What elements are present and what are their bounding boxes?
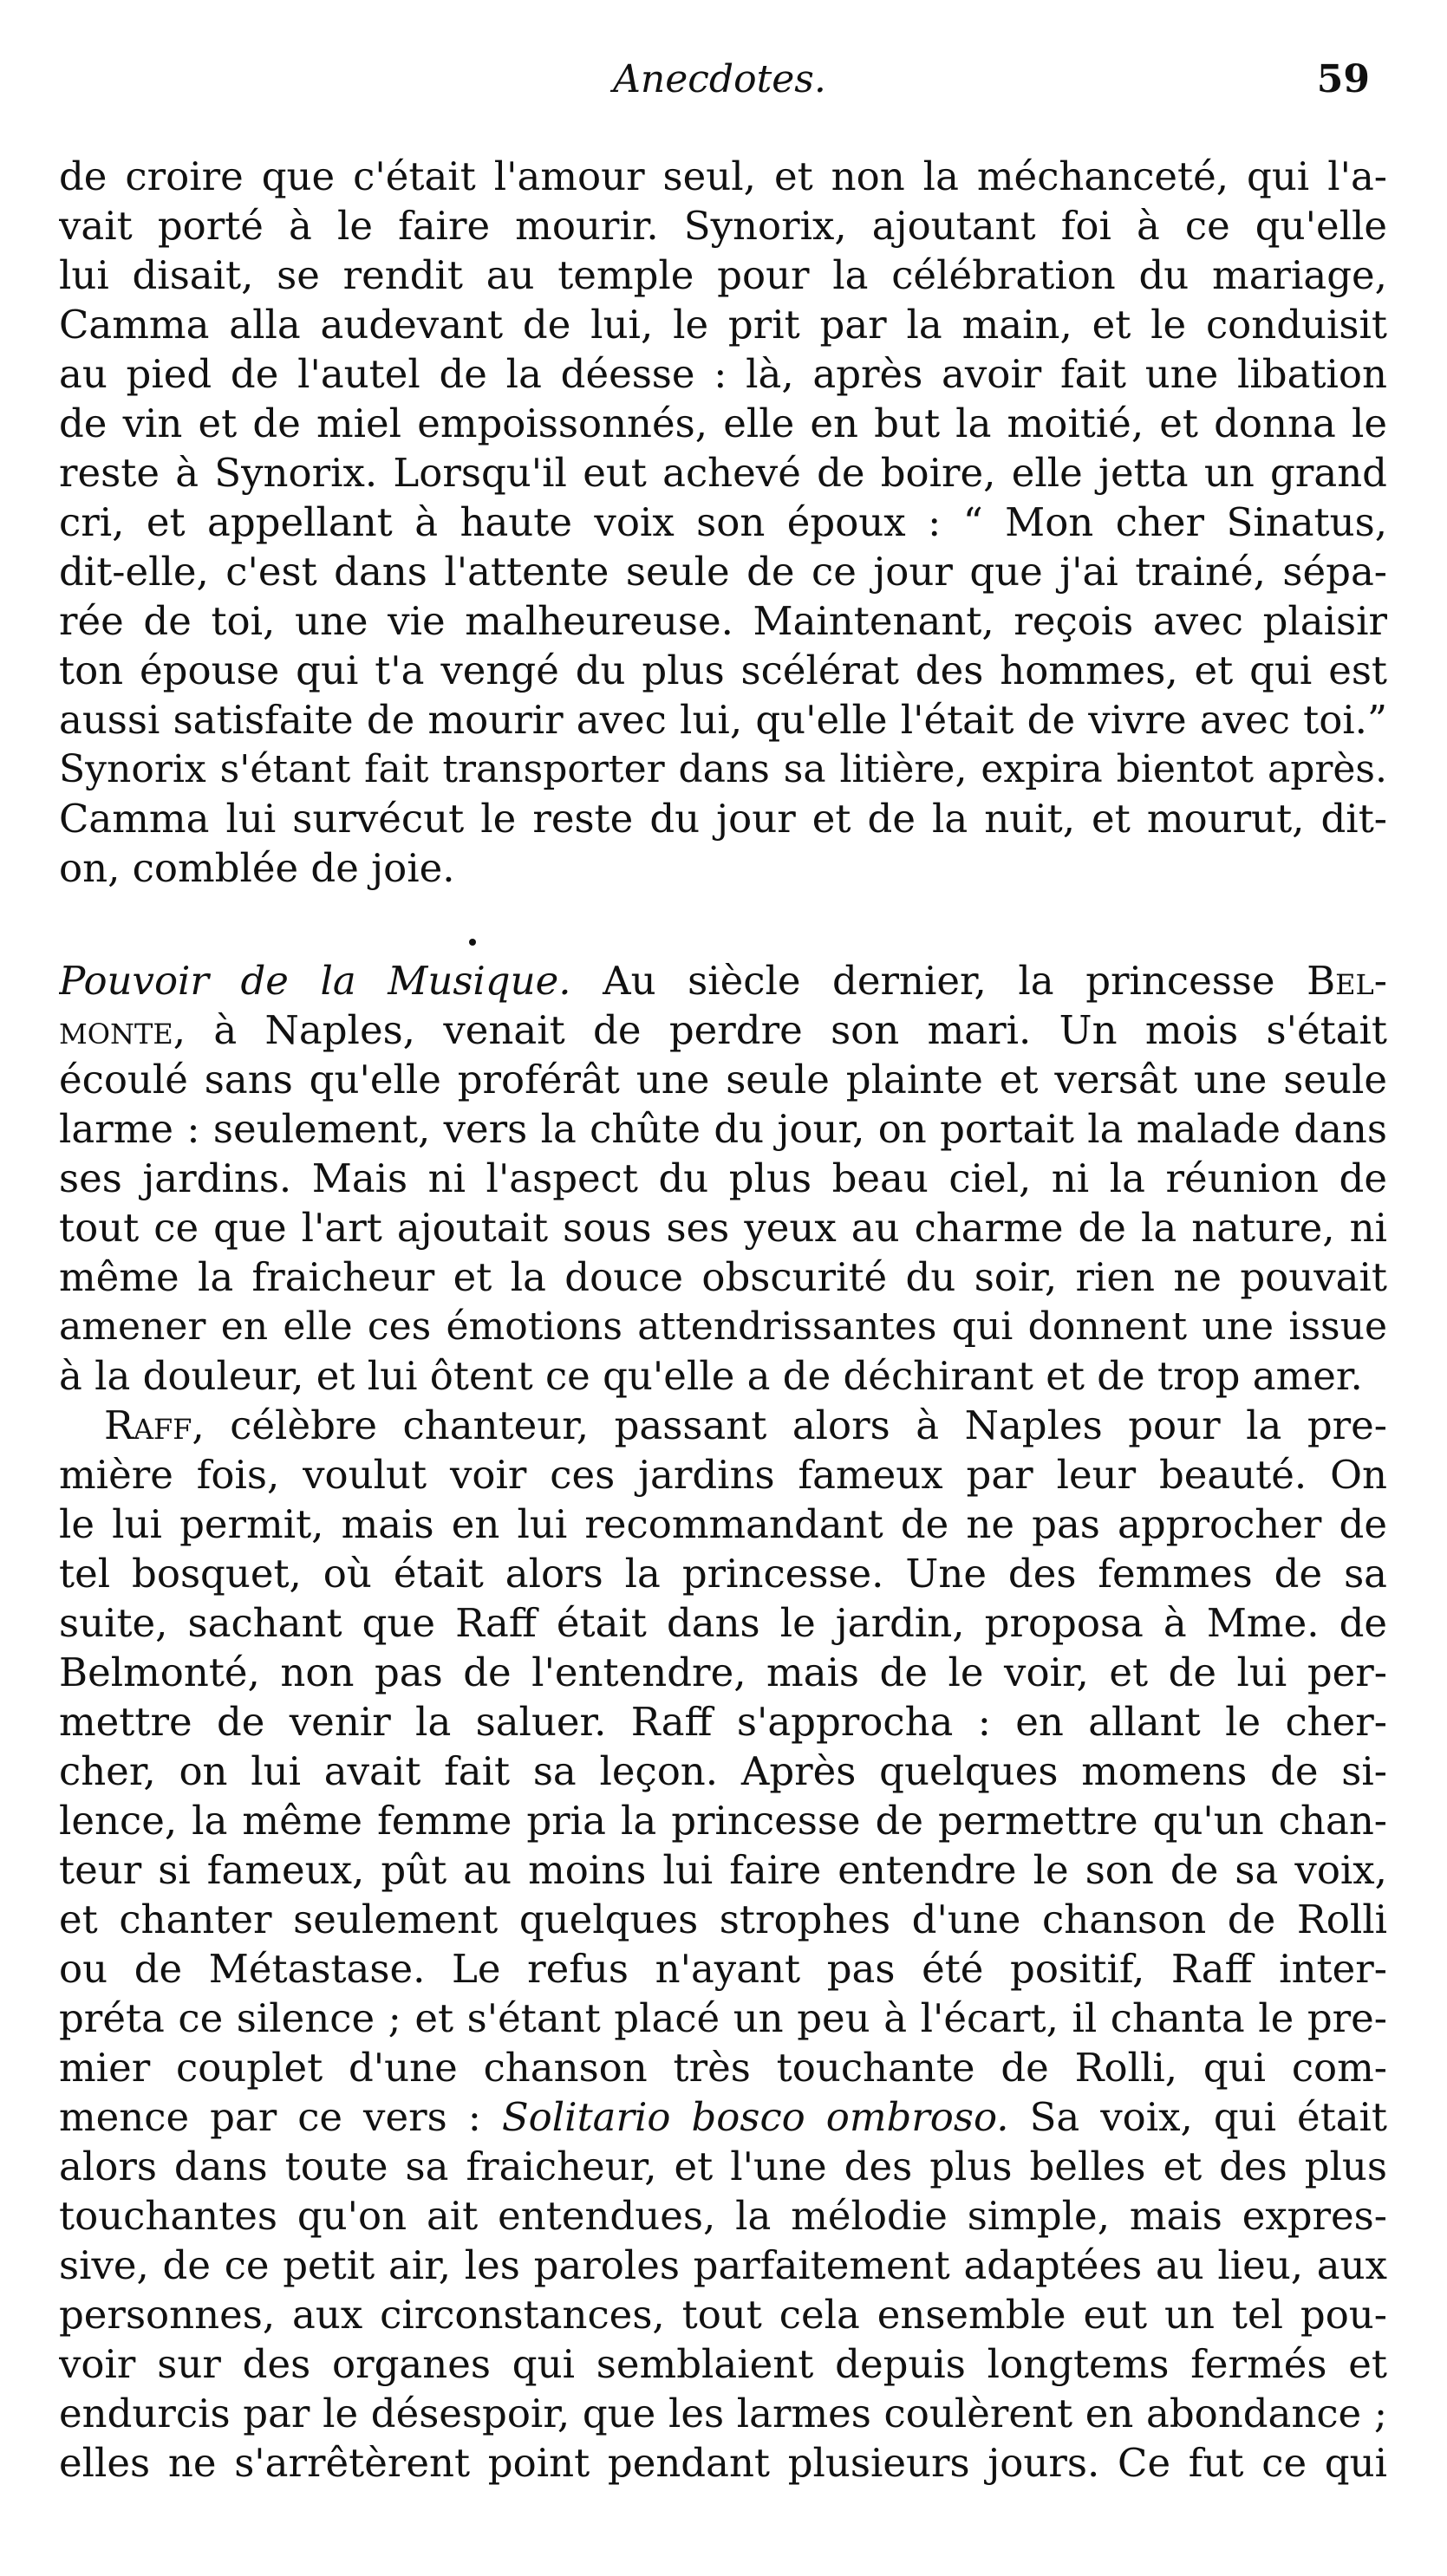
name-belmonte-part2: monte bbox=[59, 1007, 173, 1053]
anecdote-title: Pouvoir de la Musique. bbox=[59, 958, 571, 1004]
text-line: de croire que c'était l'amour seul, et non la méchanceté, qui l'a- bbox=[59, 153, 1387, 199]
section-separator-dot bbox=[469, 939, 476, 946]
anecdote-heading-line bbox=[59, 956, 1387, 1005]
musique-anecdote bbox=[59, 956, 1387, 2488]
text-line: mettre de venir la saluer. Raff s'approcha : en allant le cher- bbox=[59, 1699, 1387, 1745]
text-line: aussi satisfaite de mourir avec lui, qu'elle l'était de vivre avec toi.” bbox=[59, 697, 1387, 743]
text-line bbox=[59, 1005, 1387, 1055]
text-line: voir sur des organes qui semblaient depuis longtems fermés et bbox=[59, 2341, 1387, 2387]
name-raff: Raff bbox=[104, 1402, 192, 1448]
text-line: larme : seulement, vers la chûte du jour, on portait la malade dans bbox=[59, 1106, 1387, 1152]
text-line-rest: , à Naples, venait de perdre son mari. Un mois s'était bbox=[173, 1007, 1387, 1053]
text-line: ton épouse qui t'a vengé du plus scélérat des hommes, et qui est bbox=[59, 647, 1387, 693]
text-line: cher, on lui avait fait sa leçon. Après quelques momens de si- bbox=[59, 1748, 1387, 1794]
text-line: ou de Métastase. Le refus n'ayant pas été positif, Raff inter- bbox=[59, 1946, 1387, 1992]
text-line-rest: , célèbre chanteur, passant alors à Naples pour la pre- bbox=[192, 1402, 1387, 1448]
text-line: au pied de l'autel de la déesse : là, après avoir fait une libation bbox=[59, 351, 1387, 397]
text-line: sive, de ce petit air, les paroles parfaitement adaptées au lieu, aux bbox=[59, 2242, 1387, 2288]
text-line: dit-elle, c'est dans l'attente seule de ce jour que j'ai trainé, sépa- bbox=[59, 549, 1387, 595]
text-line: amener en elle ces émotions attendrissantes qui donnent une issue bbox=[59, 1304, 1387, 1349]
text-line: de vin et de miel empoissonnés, elle en but la moitié, et donna le bbox=[59, 400, 1387, 446]
text-line: vait porté à le faire mourir. Synorix, ajoutant foi à ce qu'elle bbox=[59, 203, 1387, 249]
text-line: Camma alla audevant de lui, le prit par la main, et le conduisit bbox=[59, 302, 1387, 348]
text-line: elles ne s'arrêtèrent point pendant plusieurs jours. Ce fut ce qui bbox=[59, 2440, 1387, 2486]
verse-after: Sa voix, qui était bbox=[1029, 2094, 1387, 2140]
text-line: reste à Synorix. Lorsqu'il eut achevé de boire, elle jetta un grand bbox=[59, 450, 1387, 496]
text-line: mier couplet d'une chanson très touchante de Rolli, qui com- bbox=[59, 2045, 1387, 2091]
text-line: tout ce que l'art ajoutait sous ses yeux au charme de la nature, ni bbox=[59, 1205, 1387, 1251]
text-line: endurcis par le désespoir, que les larmes coulèrent en abondance ; bbox=[59, 2391, 1387, 2436]
text-line: écoulé sans qu'elle proférât une seule plainte et versât une seule bbox=[59, 1057, 1387, 1103]
text-line: cri, et appellant à haute voix son époux : “ Mon cher Sinatus, bbox=[59, 499, 1387, 545]
camma-anecdote-ending bbox=[59, 152, 1387, 893]
text-line: tel bosquet, où était alors la princesse. Une des femmes de sa bbox=[59, 1551, 1387, 1597]
text-line: le lui permit, mais en lui recommandant de ne pas approcher de bbox=[59, 1501, 1387, 1547]
heading-line-text: Au siècle dernier, la princesse bbox=[603, 958, 1275, 1004]
name-belmonte-part1: Bel- bbox=[1307, 958, 1387, 1004]
text-line: lence, la même femme pria la princesse de permettre qu'un chan- bbox=[59, 1798, 1387, 1844]
verse-quote-line bbox=[59, 2092, 1387, 2142]
text-line: lui disait, se rendit au temple pour la célébration du mariage, bbox=[59, 252, 1387, 298]
text-line: à la douleur, et lui ôtent ce qu'elle a de déchirant et de trop amer. bbox=[59, 1353, 1363, 1399]
text-line: Synorix s'étant fait transporter dans sa litière, expira bientot après. bbox=[59, 747, 1387, 791]
running-title: Anecdotes. bbox=[613, 57, 826, 101]
text-line: suite, sachant que Raff était dans le jardin, proposa à Mme. de bbox=[59, 1600, 1387, 1646]
text-line: et chanter seulement quelques strophes d'une chanson de Rolli bbox=[59, 1896, 1387, 1942]
text-line: mière fois, voulut voir ces jardins fameux par leur beauté. On bbox=[59, 1452, 1387, 1498]
verse-intro: mence par ce vers : bbox=[59, 2094, 481, 2140]
page-number: 59 bbox=[1316, 57, 1370, 101]
running-head bbox=[61, 54, 1379, 106]
verse-title: Solitario bosco ombroso. bbox=[501, 2094, 1009, 2140]
text-line: alors dans toute sa fraicheur, et l'une des plus belles et des plus bbox=[59, 2143, 1387, 2189]
paragraph-start-line bbox=[59, 1401, 1387, 1450]
text-line: rée de toi, une vie malheureuse. Maintenant, reçois avec plaisir bbox=[59, 598, 1387, 644]
text-line: on, comblée de joie. bbox=[59, 845, 455, 891]
text-line: même la fraicheur et la douce obscurité du soir, rien ne pouvait bbox=[59, 1254, 1387, 1300]
text-line: Camma lui survécut le reste du jour et de la nuit, et mourut, dit- bbox=[59, 796, 1387, 842]
text-line: ses jardins. Mais ni l'aspect du plus beau ciel, ni la réunion de bbox=[59, 1155, 1387, 1201]
text-line: personnes, aux circonstances, tout cela ensemble eut un tel pou- bbox=[59, 2292, 1387, 2338]
text-line: touchantes qu'on ait entendues, la mélodie simple, mais expres- bbox=[59, 2193, 1387, 2239]
text-line: préta ce silence ; et s'étant placé un peu à l'écart, il chanta le pre- bbox=[59, 1995, 1387, 2041]
text-line: teur si fameux, pût au moins lui faire entendre le son de sa voix, bbox=[59, 1847, 1387, 1893]
text-line: Belmonté, non pas de l'entendre, mais de le voir, et de lui per- bbox=[59, 1649, 1387, 1695]
